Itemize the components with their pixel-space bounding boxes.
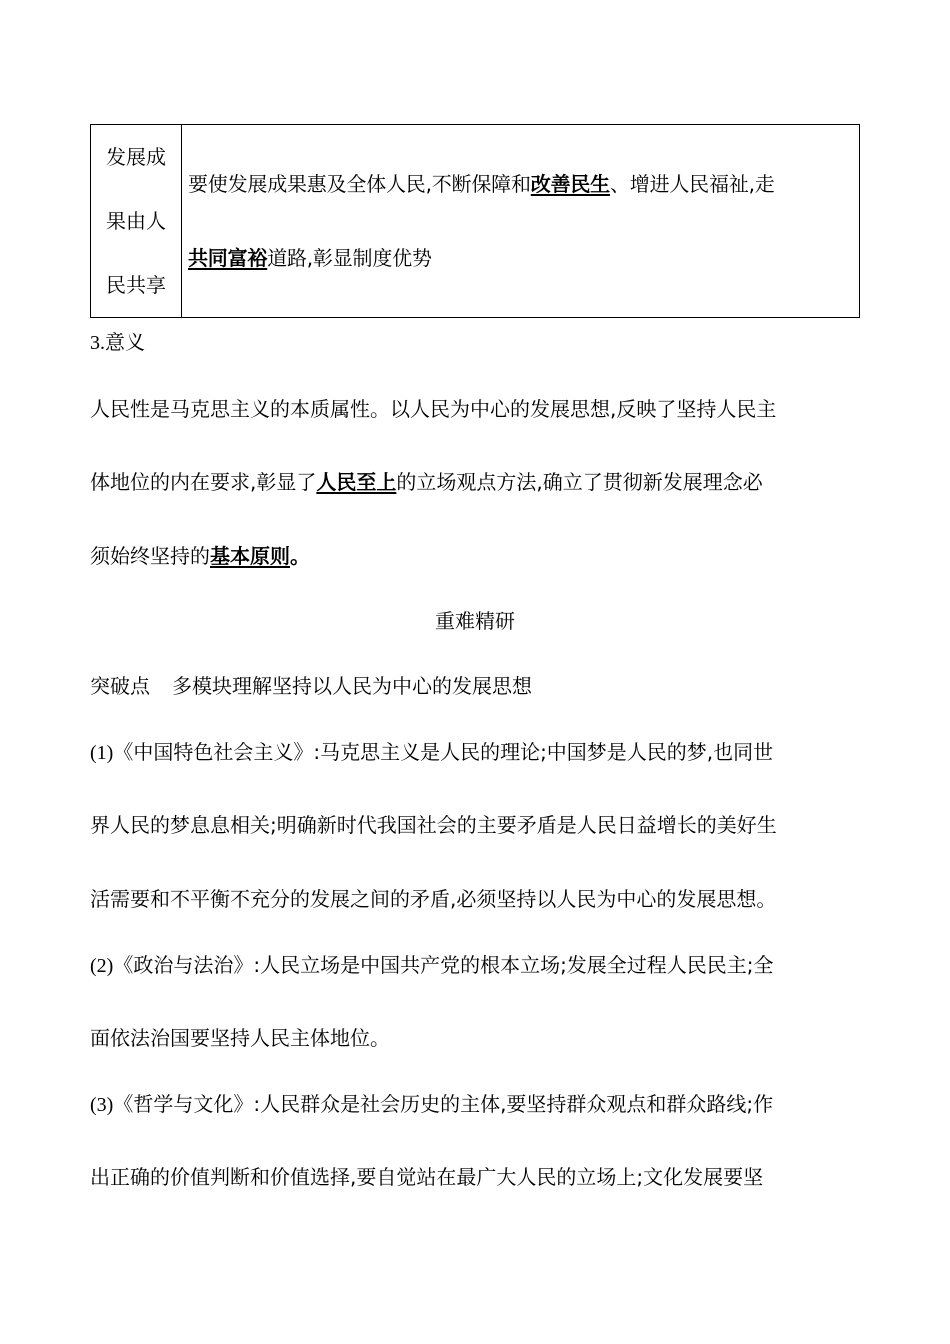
- text-span: 须始终坚持的: [90, 544, 210, 568]
- text-span: 《中国特色社会主义》:马克思主义是人民的理论;中国梦是人民的梦,也同世: [113, 740, 774, 764]
- row-content-cell: [182, 125, 860, 318]
- content-text: 要使发展成果惠及全体人民,不断保障和: [188, 172, 531, 196]
- row-header-line: 民共享: [106, 273, 166, 297]
- row-header-line: 果由人: [106, 209, 166, 233]
- row-header-line: 发展成: [106, 145, 166, 169]
- keyword-common-prosperity: 共同富裕: [188, 246, 268, 270]
- paragraph-line: 出正确的价值判断和价值选择,要自觉站在最广大人民的立场上;文化发展要坚: [90, 1165, 764, 1189]
- table-row: [91, 125, 860, 318]
- list-item: [90, 1088, 773, 1117]
- development-table: [90, 124, 860, 318]
- keyword-people-supreme: 人民至上: [316, 470, 397, 494]
- item-number: (1): [90, 742, 114, 764]
- text-span: 《哲学与文化》:人民群众是社会历史的主体,要坚持群众观点和群众路线;作: [113, 1092, 774, 1116]
- item-number: (3): [90, 1094, 114, 1116]
- text-span: 的立场观点方法,确立了贯彻新发展理念必: [396, 470, 763, 494]
- item-number: (2): [90, 955, 114, 977]
- paragraph-line: 活需要和不平衡不充分的发展之间的矛盾,必须坚持以人民为中心的发展思想。: [90, 887, 777, 911]
- content-text: 道路,彰显制度优势: [267, 246, 432, 270]
- keyword-improve-livelihood: 改善民生: [530, 172, 610, 196]
- paragraph-line: 面依法治国要坚持人民主体地位。: [90, 1026, 390, 1050]
- section-heading: 重难精研: [435, 609, 515, 633]
- breakthrough-text: 多模块理解坚持以人民为中心的发展思想: [172, 674, 532, 698]
- breakthrough-title: [90, 670, 532, 699]
- text-span: 体地位的内在要求,彰显了: [90, 470, 317, 494]
- paragraph-line: 人民性是马克思主义的本质属性。以人民为中心的发展思想,反映了坚持人民主: [90, 397, 777, 421]
- paragraph-line: [90, 540, 310, 569]
- text-span: 《政治与法治》:人民立场是中国共产党的根本立场;发展全过程人民民主;全: [113, 953, 774, 977]
- content-text: 、增进人民福祉,走: [609, 172, 775, 196]
- list-item: [90, 736, 773, 765]
- paragraph-line: 界人民的梦息息相关;明确新时代我国社会的主要矛盾是人民日益增长的美好生: [90, 813, 777, 837]
- section-number: 3.: [90, 332, 105, 354]
- section-3-title: [90, 326, 145, 355]
- row-header-cell: [91, 125, 182, 318]
- text-span: 。: [290, 544, 310, 568]
- list-item: [90, 949, 774, 978]
- keyword-basic-principle: 基本原则: [210, 544, 290, 568]
- section-title: 意义: [105, 330, 145, 354]
- paragraph-line: [90, 466, 763, 495]
- breakthrough-label: 突破点: [90, 674, 150, 698]
